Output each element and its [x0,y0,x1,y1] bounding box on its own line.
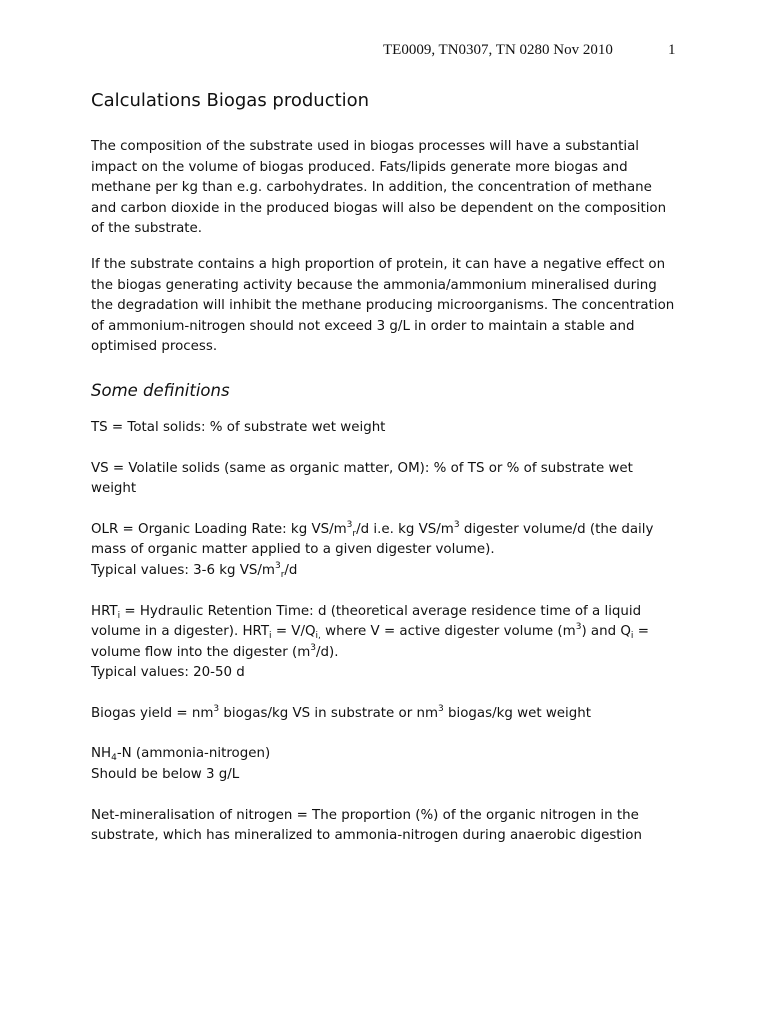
document-body [91,89,681,867]
page-number: 1 [668,42,676,58]
definition-biogas-yield: Biogas yield = $nm^3$ biogas/kg VS in substrate or $nm^3$ biogas/kg wet weight [91,703,591,721]
hrt-typical-values: Typical values: 20-50 d [91,665,245,681]
definition-net-mineralisation: Net-mineralisation of nitrogen = The proportion (%) of the organic nitrogen in the substrate, which has mineralized to ammonia-nitrogen during anaerobic digestion [91,807,642,844]
olr-typical-values: Typical values: 3-6 kg $VS/m^3_r/d$ [91,560,298,580]
document-reference: TE0009, TN0307, TN 0280 Nov 2010 [383,42,613,58]
definition-ts: TS = Total solids: % of substrate wet weight [91,419,386,435]
definition-nh4n: $NH_4-N$ (ammonia-nitrogen) Should be below 3 g/L [91,746,271,783]
protein-paragraph: If the substrate contains a high proportion of protein, it can have a negative effect on the biogas generating activity because the ammonia/ammonium mineralised during the degradation will inhibit the methane producing microorganisms. The concentration of ammonium-nitrogen should not exceed 3 g/L in order to maintain a stable and optimised process. [91,256,675,355]
definition-vs: VS = Volatile solids (same as organic matter, OM): % of TS or % of substrate wet weight [91,460,633,497]
nh4n-limit: Should be below 3 g/L [91,767,240,783]
definition-olr: OLR = Organic Loading Rate: kg $VS/m^3_r/d$ i.e. kg $VS/m^3$ digester volume/d (the daily mass of organic matter applied to a given digester volume). Typical values: 3-6 kg $VS/m^3_r/d$ [91,519,654,580]
intro-paragraph: The composition of the substrate used in biogas processes will have a substantial impact on the volume of biogas produced. Fats/lipids generate more biogas and methane per kg than e.g. carbohydrates. In addition, the concentration of methane and carbon dioxide in the produced biogas will also be dependent on the composition of the substrate. [91,139,667,237]
document-title: Calculations Biogas production [91,90,370,111]
definitions-heading: Some definitions [91,380,230,400]
definition-hrt: $HRT_i$ = Hydraulic Retention Time: d (theoretical average residence time of a liquid volume in a digester). $HRT_i = V/Q_{i,}$ where V = active digester volume $(m^3)$ and $Q_i$ = volume flow into the digester $(m^3/d)$. Typical values: 20-50 d [91,603,649,681]
